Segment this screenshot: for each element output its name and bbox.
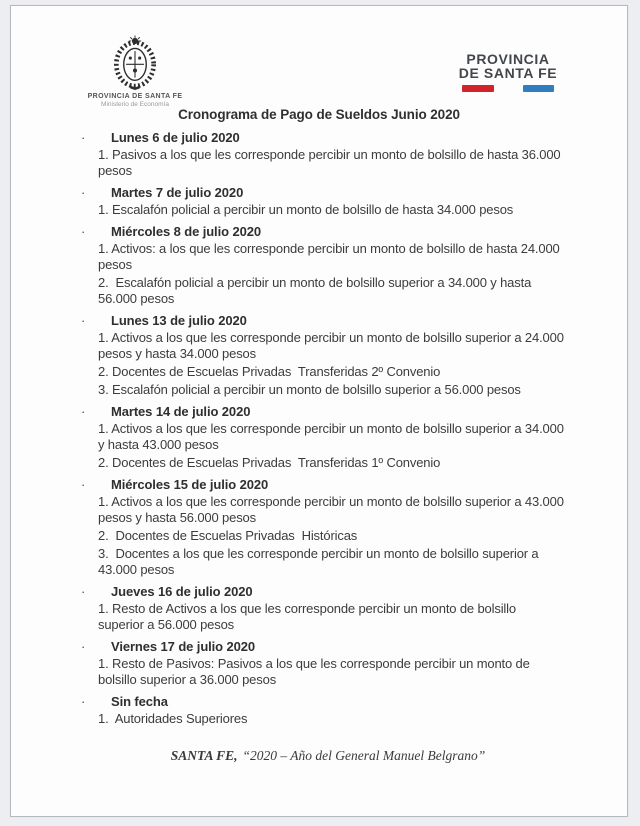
org-subtitle: Ministerio de Economía (101, 101, 169, 108)
schedule-section (79, 130, 584, 179)
wordmark-line-1: PROVINCIA (466, 51, 550, 67)
section-date: Miércoles 8 de julio 2020 (111, 224, 261, 239)
bullet-icon: · (81, 404, 86, 419)
bullet-icon: · (81, 130, 86, 145)
section-date: Martes 7 de julio 2020 (111, 185, 244, 200)
schedule-item: 1. Autoridades Superiores (98, 711, 248, 726)
section-items (98, 202, 584, 218)
schedule-section (79, 477, 584, 578)
schedule-section (79, 313, 584, 398)
section-items (98, 421, 584, 471)
schedule-section (79, 584, 584, 633)
footer (11, 748, 627, 764)
schedule-item: 3. Docentes a los que les corresponde percibir un monto de bolsillo superior a 43.000 pesos (98, 546, 542, 577)
coat-of-arms-icon (73, 34, 197, 90)
schedule-item: 2. Escalafón policial a percibir un monto de bolsillo superior a 34.000 y hasta 56.000 pesos (98, 275, 535, 306)
section-items (98, 656, 584, 688)
schedule-list (79, 130, 584, 733)
red-bar (462, 85, 494, 92)
schedule-item: 2. Docentes de Escuelas Privadas Históricas (98, 528, 358, 543)
province-wordmark (455, 53, 561, 92)
section-items (98, 147, 584, 179)
bullet-icon: · (81, 694, 86, 709)
schedule-item: 1. Pasivos a los que les corresponde percibir un monto de bolsillo de hasta 36.000 pesos (98, 147, 564, 178)
schedule-item: 1. Activos a los que les corresponde percibir un monto de bolsillo superior a 43.000 pesos y hasta 56.000 pesos (98, 494, 568, 525)
blue-bar (523, 85, 554, 92)
footer-place: SANTA FE, (170, 748, 238, 763)
section-date: Jueves 16 de julio 2020 (111, 584, 253, 599)
schedule-section (79, 694, 584, 727)
org-name: PROVINCIA DE SANTA FE (87, 93, 183, 100)
section-date: Lunes 13 de julio 2020 (111, 313, 247, 328)
section-items (98, 241, 584, 307)
bullet-icon: · (81, 185, 86, 200)
schedule-section (79, 404, 584, 471)
bullet-icon: · (81, 477, 86, 492)
schedule-item: 2. Docentes de Escuelas Privadas Transferidas 1º Convenio (98, 455, 441, 470)
schedule-item: 1. Activos: a los que les corresponde percibir un monto de bolsillo de hasta 24.000 pesos (98, 241, 564, 272)
schedule-item: 1. Activos a los que les corresponde percibir un monto de bolsillo superior a 34.000 y hasta 43.000 pesos (98, 421, 568, 452)
section-date: Miércoles 15 de julio 2020 (111, 477, 269, 492)
schedule-item: 1. Resto de Activos a los que les corresponde percibir un monto de bolsillo superior a 56.000 pesos (98, 601, 520, 632)
section-date: Sin fecha (111, 694, 168, 709)
schedule-item: 3. Escalafón policial a percibir un monto de bolsillo superior a 56.000 pesos (98, 382, 521, 397)
wordmark-line-2: DE SANTA FE (458, 64, 558, 81)
schedule-item: 2. Docentes de Escuelas Privadas Transferidas 2º Convenio (98, 364, 441, 379)
section-date: Martes 14 de julio 2020 (111, 404, 251, 419)
footer-motto: “2020 – Año del General Manuel Belgrano” (242, 748, 486, 763)
document-page (10, 5, 628, 817)
schedule-item: 1. Activos a los que les corresponde percibir un monto de bolsillo superior a 24.000 pesos y hasta 34.000 pesos (98, 330, 568, 361)
schedule-item: 1. Escalafón policial a percibir un monto de bolsillo de hasta 34.000 pesos (98, 202, 514, 217)
section-items (98, 330, 584, 398)
bullet-icon: · (81, 584, 86, 599)
section-date: Viernes 17 de julio 2020 (111, 639, 256, 654)
bullet-icon: · (81, 639, 86, 654)
bullet-icon: · (81, 224, 86, 239)
schedule-section (79, 639, 584, 688)
ministry-logo (73, 34, 197, 108)
schedule-item: 1. Resto de Pasivos: Pasivos a los que les corresponde percibir un monto de bolsillo superior a 36.000 pesos (98, 656, 534, 687)
schedule-section (79, 224, 584, 307)
schedule-section (79, 185, 584, 218)
section-items (98, 711, 584, 727)
flag-bars (462, 85, 554, 92)
section-items (98, 601, 584, 633)
bullet-icon: · (81, 313, 86, 328)
page-title: Cronograma de Pago de Sueldos Junio 2020 (178, 107, 460, 122)
section-date: Lunes 6 de julio 2020 (111, 130, 240, 145)
section-items (98, 494, 584, 578)
